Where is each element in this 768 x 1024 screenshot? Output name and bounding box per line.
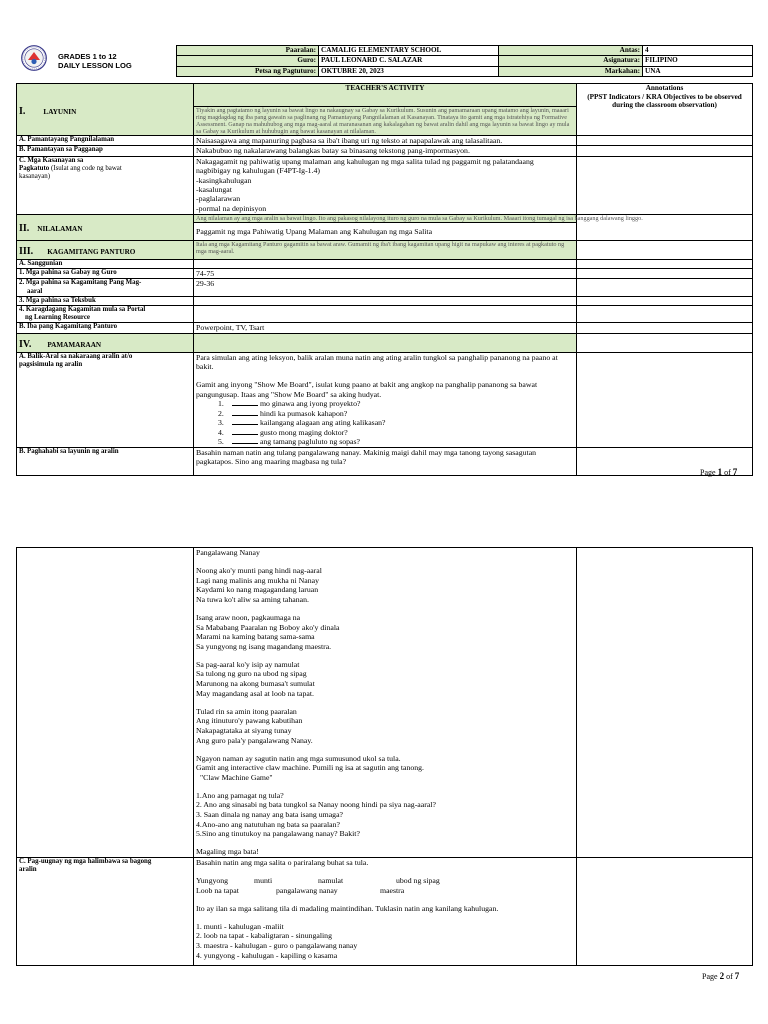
gabay-guro-label: 1. Mga pahina sa Gabay ng Guro xyxy=(17,269,194,279)
paaralan-value: CAMALIG ELEMENTARY SCHOOL xyxy=(319,46,499,56)
teacher-activity-heading: TEACHER'S ACTIVITY xyxy=(194,84,577,107)
poem-line: Sa tulong ng guro na ubod ng sipag xyxy=(196,669,307,679)
kasanayan-item: -kasalungat xyxy=(196,185,232,195)
pag-uugnay-content xyxy=(194,858,577,966)
pamantayang-pangnilalaman-value: Naisasagawa ang mapanuring pagbasa sa iba't ibang uri ng teksto at napapalawak ang talasalitaan. xyxy=(194,136,577,146)
poem-line: Tulad rin sa amin itong paaralan xyxy=(196,706,297,716)
iba-pang-kagamitan-label: B. Iba pang Kagamitang Panturo xyxy=(17,323,194,333)
guro-label: Guro: xyxy=(177,56,319,66)
pamamaraan-heading xyxy=(17,333,194,352)
words-row xyxy=(196,876,574,886)
annotation-cell xyxy=(577,269,753,279)
kasanayan-item: -kasingkahulugan xyxy=(196,175,252,185)
annotation-cell xyxy=(577,146,753,156)
word-item: maestra xyxy=(380,885,405,895)
question-item: 3. Saan dinala ng nanay ang bata isang umaga? xyxy=(196,810,344,820)
annotation-cell xyxy=(577,548,753,858)
poem-line: Ang guro pala'y pangalawang Nanay. xyxy=(196,735,313,745)
meaning-item: 1. munti - kahulugan -maliit xyxy=(196,921,284,931)
magaling-text: Magaling mga bata! xyxy=(196,847,259,857)
word-item: Yungyong xyxy=(196,876,229,886)
gabay-guro-value: 74-75 xyxy=(194,269,577,279)
poem-line: Noong ako'y munti pang hindi nag-aaral xyxy=(196,566,322,576)
layunin-num: I. xyxy=(19,105,26,117)
annotation-cell xyxy=(577,306,753,323)
question-item: 1.Ano ang pamagat ng tula? xyxy=(196,790,284,800)
questions-intro: "Claw Machine Game" xyxy=(200,772,273,782)
poem-line: Kaydami ko nang magagandang laruan xyxy=(196,585,319,595)
title-line1: GRADES 1 to 12 xyxy=(58,52,117,61)
nilalaman-note: Ang nilalaman ay ang mga aralin sa bawat lingo. Ito ang pakasog nilalayong ituro ng guro na mula sa Gabay sa Kurikulum. Maaari itong tumagal ng isa hanggang dalawang linggo. xyxy=(194,214,577,222)
kasanayan-label-line2: Pagkatuto xyxy=(19,165,50,173)
annotation-cell xyxy=(577,333,753,352)
kasanayan-value xyxy=(194,156,577,214)
lr-label-line2: ng Learning Resource xyxy=(25,314,90,322)
annotation-cell xyxy=(577,279,753,296)
paghahabi-value: Basahin naman natin ang tulang pangalawang nanay. Makinig maigi dahil may mga tanong tayong sasagutan pagkatapos. Sino ang maaring magbasa ng tula? xyxy=(194,447,577,475)
nilalaman-heading xyxy=(17,214,194,240)
asignatura-label: Asignatura: xyxy=(499,56,643,66)
antas-label: Antas: xyxy=(499,46,643,56)
kasanayan-item: -paglalarawan xyxy=(196,194,241,204)
pag-uugnay-line1: C. Pag-uugnay ng mga halimbawa sa bagong xyxy=(19,858,152,865)
markahan-value: UNA xyxy=(643,66,753,76)
question-item: 5.Sino ang tinutukoy na pangalawang nanay? Bakit? xyxy=(196,829,360,839)
kasanayan-line1: Nakagagamit ng pahiwatig upang malaman ang kahulugan ng mga salita tulad ng paggamit ng palatandaang xyxy=(196,156,534,166)
kagamitang-mag-aaral-label xyxy=(17,279,194,296)
kasanayan-label-line1: C. Mga Kasanayan sa xyxy=(19,156,84,164)
poem-line: Sa Mababang Paaralan ng Boboy ako'y dinala xyxy=(196,622,340,632)
questions-intro: Ngayon naman ay sagutin natin ang mga sumusunod ukol sa tula. xyxy=(196,753,401,763)
asignatura-value: FILIPINO xyxy=(643,56,753,66)
annotation-cell xyxy=(577,259,753,268)
guro-value: PAUL LEONARD C. SALAZAR xyxy=(319,56,499,66)
paghahabi-label: B. Paghahabi sa layunin ng aralin xyxy=(17,447,194,475)
dll-title xyxy=(58,52,132,70)
pamantayang-pangnilalaman-label: A. Pamantayang Pangnilalaman xyxy=(17,136,194,146)
balik-label-line2: pagsisimula ng aralin xyxy=(19,361,83,369)
sanggunian-label: A. Sanggunian xyxy=(17,259,194,268)
meaning-item: 3. maestra - kahulugan - guro o pangalawang nanay xyxy=(196,941,358,951)
page1-number: Page 1 of 7 xyxy=(700,467,738,477)
questions-intro: Gamit ang interactive claw machine. Pumili ng isa at sagutin ang tanong. xyxy=(196,763,424,773)
balik-item: 2. hindi ka pumasok kahapon? xyxy=(218,408,348,418)
word-item: namulat xyxy=(318,876,344,886)
annotation-cell xyxy=(577,296,753,305)
annotation-cell xyxy=(577,858,753,966)
word-item: pangalawang nanay xyxy=(276,885,338,895)
antas-value: 4 xyxy=(643,46,753,56)
pamamaraan-title: PAMAMARAAN xyxy=(47,340,102,349)
lesson-table-page2 xyxy=(16,547,753,966)
annotation-cell xyxy=(577,352,753,447)
poem-line: Ang itinuturo'y pawang kabutihan xyxy=(196,716,303,726)
layunin-heading xyxy=(17,84,194,136)
poem-title: Pangalawang Nanay xyxy=(196,548,260,557)
kasanayan-line2: nagbibigay ng kahulugan (F4PT-Ig-1.4) xyxy=(196,166,321,176)
kagamitan-heading xyxy=(17,240,194,259)
balik-paragraph2: Gamit ang inyong "Show Me Board", isulat kung paano at bakit ang angkop na panghalip pananong sa bawat pangungusap. Itaas ang "Show Me Board" sa aking hudyat. xyxy=(196,380,538,399)
pag-uugnay-paragraph: Ito ay ilan sa mga salitang tila di madaling maintindihan. Tuklasin natin ang kanilang kahulugan. xyxy=(196,903,499,913)
balik-items-list xyxy=(196,399,574,447)
header-info-table xyxy=(176,45,753,77)
question-item: 2. Ano ang sinasabi ng bata tungkol sa Nanay noong hindi pa siya nag-aaral? xyxy=(196,800,436,810)
words-row xyxy=(196,886,574,896)
page2-number: Page 2 of 7 xyxy=(702,971,740,981)
kagamitang-label-line2: aaral xyxy=(27,287,43,295)
balik-item: 3. kailangang alagaan ang ating kalikasan? xyxy=(218,418,386,428)
question-item: 4.Ano-ano ang natutuhan ng bata sa paaralan? xyxy=(196,819,340,829)
petsa-label: Petsa ng Pagtuturo: xyxy=(177,66,319,76)
petsa-value: OKTUBRE 20, 2023 xyxy=(319,66,499,76)
annotation-cell xyxy=(577,240,753,259)
annotation-cell xyxy=(577,136,753,146)
balik-item: 1. mo ginawa ang iyong proyekto? xyxy=(218,398,361,408)
kagamitang-mag-aaral-value: 29-36 xyxy=(194,279,577,296)
nilalaman-value: Paggamit ng mga Pahiwatig Upang Malaman ang Kahulugan ng mga Salita xyxy=(194,222,577,240)
poem-line: Sa pag-aaral ko'y isip ay namulat xyxy=(196,659,300,669)
balik-aral-label xyxy=(17,352,194,447)
kagamitan-title: KAGAMITANG PANTURO xyxy=(47,247,136,256)
kagamitang-label-line1: 2. Mga pahina sa Kagamitang Pang Mag- xyxy=(19,279,142,287)
word-item: munti xyxy=(254,876,273,886)
annotations-title: Annotations xyxy=(645,84,684,92)
annotations-subtitle: (PPST Indicators / KRA Objectives to be observed during the classroom observation) xyxy=(587,92,742,110)
iba-pang-kagamitan-value: Powerpoint, TV, Tsart xyxy=(194,323,577,333)
word-item: ubod ng sipag xyxy=(396,876,440,886)
balik-item: 4. gusto mong maging doktor? xyxy=(218,427,348,437)
meaning-item: 4. yungyong - kahulugan - kapiling o kasama xyxy=(196,950,338,960)
balik-aral-content xyxy=(194,352,577,447)
annotation-cell xyxy=(577,323,753,333)
lesson-table-page1 xyxy=(16,83,753,476)
paaralan-label: Paaralan: xyxy=(177,46,319,56)
balik-paragraph1: Para simulan ang ating leksyon, balik aralan muna natin ang ating aralin tungkol sa panghalip pananong na paano at bakit. xyxy=(196,352,558,372)
teksbuk-label: 3. Mga pahina sa Teksbuk xyxy=(17,296,194,305)
poem-line: Marunong na akong bumasa't sumulat xyxy=(196,679,315,689)
annotations-heading xyxy=(577,84,753,136)
kasanayan-label-line2b: (Isulat ang code ng bawat xyxy=(50,165,122,173)
layunin-note: Tiyakin ang pagtatamo ng layunin sa bawat lingo na nakaugnay sa Gabay sa Kurikulum. Susunin ang pamamaraan upang matamo ang layunin, maaari ring magdagdag ng iba pang gawain sa paglinang ng Pamantayang Pangnilalaman at Kasanayan. Tinataya ito gamit ang mga istratehiya ng Formative Assessment. Ganap na mahuhubog ang mga mag-aaral at maranasanan ang kakalagahan ng bawat aralin dahil ang mga layunin sa bawat lingo ay mula sa Gabay sa Kurikulum at huhubugin ang bawat kasanayan at nilalaman. xyxy=(194,107,577,136)
pag-uugnay-label xyxy=(17,858,194,966)
kasanayan-item: -pormal na depinisyon xyxy=(196,203,267,213)
markahan-label: Markahan: xyxy=(499,66,643,76)
pag-uugnay-line2: aralin xyxy=(19,866,37,874)
kasanayan-label xyxy=(17,156,194,214)
kagamitan-note: Itala ang mga Kagamitang Panturo gagamitin sa bawat araw. Gumamit ng iba't ibang kagamitan upang higit na mapukaw ang interes at pagkatuto ng mga mag-aaral. xyxy=(194,240,577,259)
poem-content xyxy=(194,548,577,858)
kasanayan-label-line3: kasanayan) xyxy=(19,173,50,181)
title-line2: DAILY LESSON LOG xyxy=(58,61,132,70)
annotation-cell xyxy=(577,156,753,214)
poem-line: Nakapagtataka at siyang tunay xyxy=(196,725,292,735)
lr-label-line1: 4. Karagdagang Kagamitan mula sa Portal xyxy=(19,306,146,314)
nilalaman-title: NILALAMAN xyxy=(37,225,83,234)
word-item: Loob na tapat xyxy=(196,885,239,895)
pamantayan-sa-pagganap-label: B. Pamantayan sa Pagganap xyxy=(17,146,194,156)
pag-uugnay-intro: Basahin natin ang mga salita o pariralang buhat sa tula. xyxy=(196,858,369,867)
nilalaman-num: II. xyxy=(19,223,30,235)
poem-line: Na tuwa ko't aliw sa aming tahanan. xyxy=(196,594,309,604)
poem-line: Lagi nang malinis ang mukha ni Nanay xyxy=(196,575,319,585)
poem-line: Marami na kaming batang sama-sama xyxy=(196,632,315,642)
pamantayan-sa-pagganap-value: Nakabubuo ng nakalarawang balangkas batay sa binasang tekstong pang-impormasyon. xyxy=(194,146,577,156)
balik-label-line1: A. Balik-Aral sa nakaraang aralin at/o xyxy=(19,352,133,360)
kagamitan-num: III. xyxy=(19,245,34,257)
poem-line: May magandang asal at loob na tapat. xyxy=(196,688,314,698)
poem-line: Isang araw noon, pagkaumaga na xyxy=(196,612,301,622)
deped-seal-logo xyxy=(21,45,47,71)
balik-item: 5. ang tamang pagluluto ng sopas? xyxy=(218,437,360,447)
lr-portal-label xyxy=(17,306,194,323)
layunin-title: LAYUNIN xyxy=(43,107,77,116)
pamamaraan-num: IV. xyxy=(19,338,32,350)
poem-line: Sa yungyong ng isang magandang maestra. xyxy=(196,641,332,651)
meaning-item: 2. loob na tapat - kabaligtaran - sinungaling xyxy=(196,931,332,941)
